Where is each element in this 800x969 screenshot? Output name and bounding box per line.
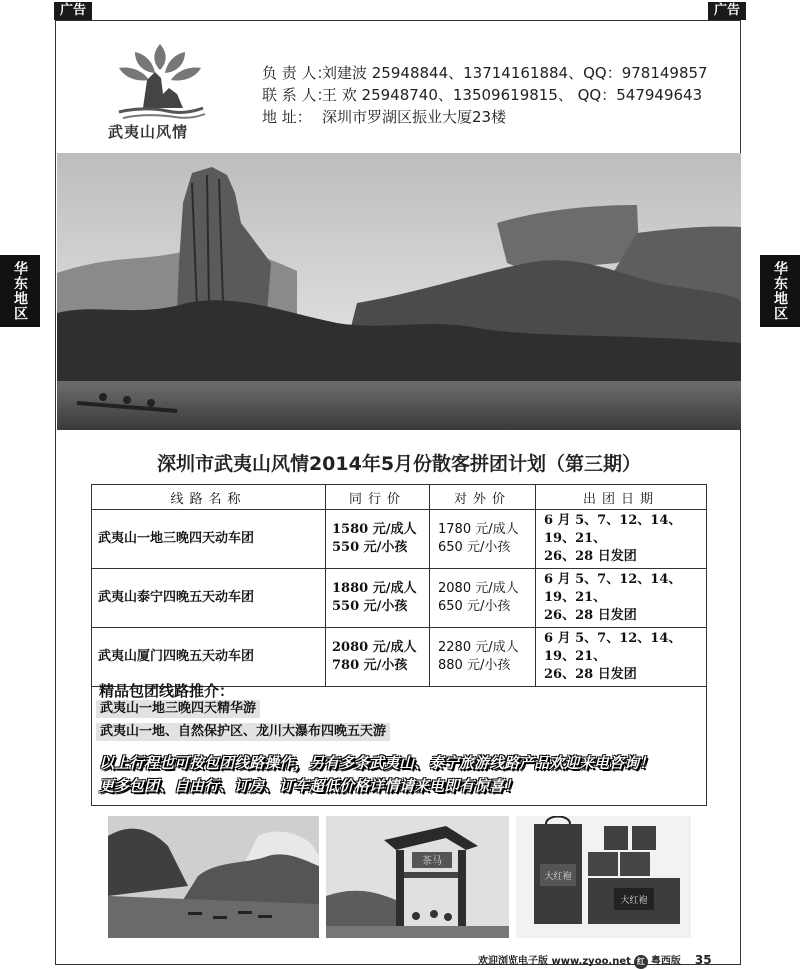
- public-adult: 2280 元/成人: [438, 640, 519, 655]
- trade-child: 550 元/小孩: [332, 540, 408, 555]
- tea-gift-boxes-photo: [516, 816, 691, 938]
- public-adult: 2080 元/成人: [438, 581, 519, 596]
- routes-table: [91, 484, 707, 687]
- manager-label: 负 责 人：: [262, 64, 332, 82]
- region-tab-left[interactable]: 华东地区: [0, 255, 40, 327]
- trade-child: 550 元/小孩: [332, 599, 408, 614]
- trade-child: 780 元/小孩: [332, 658, 408, 673]
- trade-price: [326, 510, 430, 569]
- address-value: 深圳市罗湖区振业大厦23楼: [322, 108, 507, 126]
- col-public-price: 对外价: [430, 485, 536, 510]
- public-child: 880 元/小孩: [438, 658, 511, 673]
- hero-landscape-photo: [57, 153, 741, 430]
- tea-box-label: 大红袍: [620, 896, 648, 906]
- ad-tag-left: 广告: [54, 2, 92, 20]
- departure-dates: [536, 569, 707, 628]
- gate-sign: 茶马: [422, 856, 442, 867]
- logo-wordmark: 武夷山风情: [108, 123, 189, 141]
- packages-title: 精品包团线路推介：: [99, 682, 235, 700]
- table-header-row: [92, 485, 707, 510]
- table-row: [92, 510, 707, 569]
- ancient-gate-photo: [326, 816, 509, 938]
- promo-line-1: 以上行程也可按包团线路操作，另有多条武夷山、泰宁旅游线路产品欢迎来电咨询！: [99, 754, 655, 772]
- public-price: [430, 510, 536, 569]
- footer-site-text[interactable]: 欢迎浏览电子版 www.zyoo.net: [478, 956, 631, 967]
- page-number: 35: [694, 953, 712, 967]
- dates-line-1: 6 月 5、7、12、14、19、21、: [544, 513, 682, 546]
- departure-dates: [536, 510, 707, 569]
- trade-adult: 1880 元/成人: [332, 581, 417, 596]
- dates-line-1: 6 月 5、7、12、14、19、21、: [544, 572, 682, 605]
- footer-edition: 粤西版: [650, 956, 681, 967]
- page-footer: [478, 952, 712, 969]
- public-price: [430, 569, 536, 628]
- dates-line-1: 6 月 5、7、12、14、19、21、: [544, 631, 682, 664]
- contact-manager-row: [262, 62, 708, 84]
- promo-text: [99, 752, 699, 798]
- manager-value[interactable]: 刘建波 25948844、13714161884、QQ：978149857: [322, 64, 708, 82]
- dates-line-2: 26、28 日发团: [544, 549, 637, 564]
- package-item: 武夷山一地三晚四天精华游: [96, 700, 260, 718]
- contact-address-row: [262, 106, 708, 128]
- col-route-name: 线路名称: [92, 485, 326, 510]
- promo-line-2: 更多包团、自由行、订房、订车超低价格详情请来电即有惊喜！: [99, 777, 520, 795]
- public-child: 650 元/小孩: [438, 599, 511, 614]
- table-row: [92, 569, 707, 628]
- col-trade-price: 同行价: [326, 485, 430, 510]
- col-departure-dates: 出团日期: [536, 485, 707, 510]
- edition-badge-icon: 红: [634, 955, 648, 969]
- route-name: 武夷山厦门四晚五天动车团: [92, 628, 326, 687]
- public-adult: 1780 元/成人: [438, 522, 519, 537]
- plan-title: 深圳市武夷山风情2014年5月份散客拼团计划（第三期）: [156, 453, 642, 475]
- dates-line-2: 26、28 日发团: [544, 608, 637, 623]
- trade-adult: 2080 元/成人: [332, 640, 417, 655]
- tea-bag-label: 大红袍: [544, 872, 572, 882]
- contact-info: [262, 62, 708, 128]
- public-child: 650 元/小孩: [438, 540, 511, 555]
- river-rafting-photo: [108, 816, 319, 938]
- route-name: 武夷山一地三晚四天动车团: [92, 510, 326, 569]
- trade-price: [326, 569, 430, 628]
- package-item: 武夷山一地、自然保护区、龙川大瀑布四晚五天游: [96, 723, 390, 741]
- route-name: 武夷山泰宁四晚五天动车团: [92, 569, 326, 628]
- trade-adult: 1580 元/成人: [332, 522, 417, 537]
- dates-line-2: 26、28 日发团: [544, 667, 637, 682]
- contact-value[interactable]: 王 欢 25948740、13509619815、 QQ：547949643: [322, 86, 703, 104]
- region-tab-right[interactable]: 华东地区: [760, 255, 800, 327]
- address-label: 地 址：: [262, 108, 312, 126]
- ad-tag-right: 广告: [708, 2, 746, 20]
- contact-person-row: [262, 84, 708, 106]
- contact-label: 联 系 人：: [262, 86, 332, 104]
